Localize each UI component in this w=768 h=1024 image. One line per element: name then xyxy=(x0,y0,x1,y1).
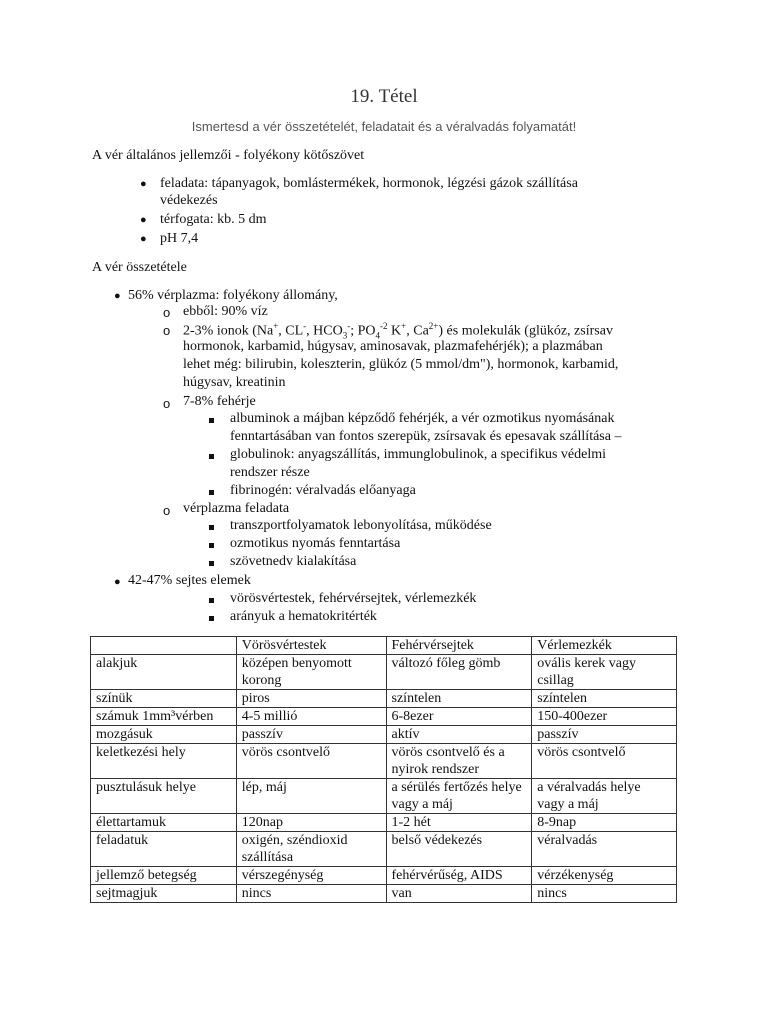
table-header-row xyxy=(91,637,677,655)
table-cell: középen benyomott korong xyxy=(236,655,386,690)
list-item: védekezés xyxy=(160,193,218,208)
table-cell: vérszegénység xyxy=(236,867,386,885)
table-cell: jellemző betegség xyxy=(91,867,237,885)
table-cell: vörös csontvelő és a nyirok rendszer xyxy=(386,744,532,779)
table-cell: pusztulásuk helye xyxy=(91,779,237,814)
bullet-icon: ● xyxy=(114,576,121,588)
table-cell: piros xyxy=(236,690,386,708)
list-item-protein: 7-8% fehérje xyxy=(183,394,256,409)
table-row xyxy=(91,708,677,726)
square-bullet-icon xyxy=(209,543,214,548)
table-cell: feladatuk xyxy=(91,832,237,867)
list-item: térfogata: kb. 5 dm xyxy=(160,212,267,227)
table-row xyxy=(91,832,677,867)
table-row xyxy=(91,885,677,903)
table-cell: passzív xyxy=(532,726,677,744)
circle-bullet-icon: o xyxy=(163,323,171,338)
table-cell: van xyxy=(386,885,532,903)
bullet-icon: ● xyxy=(114,290,121,302)
blood-cells-table xyxy=(90,636,677,903)
table-cell: élettartamuk xyxy=(91,814,237,832)
square-bullet-icon xyxy=(209,418,214,423)
table-cell: sejtmagjuk xyxy=(91,885,237,903)
list-item: feladata: tápanyagok, bomlástermékek, hormonok, légzési gázok szállítása xyxy=(160,176,578,191)
list-item-plasma: 56% vérplazma: folyékony állomány, xyxy=(128,288,338,303)
table-cell: 4-5 millió xyxy=(236,708,386,726)
table-row xyxy=(91,655,677,690)
bullet-icon: ● xyxy=(140,178,147,190)
table-header-cell: Vörösvértestek xyxy=(236,637,386,655)
list-item-task: transzportfolyamatok lebonyolítása, működése xyxy=(230,518,492,533)
table-row xyxy=(91,779,677,814)
table-cell: mozgásuk xyxy=(91,726,237,744)
table-cell: aktív xyxy=(386,726,532,744)
table-header-cell: Fehérvérsejtek xyxy=(386,637,532,655)
list-item-globulin: globulinok: anyagszállítás, immunglobulinok, a specifikus védelmi xyxy=(230,447,606,462)
table-cell: vérzékenység xyxy=(532,867,677,885)
table-cell: 150-400ezer xyxy=(532,708,677,726)
list-item-cell: vörösvértestek, fehérvérsejtek, vérlemezkék xyxy=(230,591,477,606)
list-item-cell: arányuk a hematokritérték xyxy=(230,609,377,624)
table-header-cell: Vérlemezkék xyxy=(532,637,677,655)
table-cell: alakjuk xyxy=(91,655,237,690)
list-item-albumin: albuminok a májban képződő fehérjék, a vér ozmotikus nyomásának xyxy=(230,411,615,426)
table-cell: vörös csontvelő xyxy=(532,744,677,779)
section-heading-composition: A vér összetétele xyxy=(92,260,187,275)
circle-bullet-icon: o xyxy=(163,396,171,411)
square-bullet-icon xyxy=(209,454,214,459)
square-bullet-icon xyxy=(209,598,214,603)
table-row xyxy=(91,867,677,885)
square-bullet-icon xyxy=(209,490,214,495)
square-bullet-icon xyxy=(209,525,214,530)
table-cell: véralvadás xyxy=(532,832,677,867)
table-cell: oxigén, széndioxid szállítása xyxy=(236,832,386,867)
page-subtitle: Ismertesd a vér összetételét, feladatait és a véralvadás folyamatát! xyxy=(191,119,577,134)
list-item-ions-line: hormonok, karbamid, húgysav, aminosavak, plazmafehérjék); a plazmában xyxy=(183,339,603,354)
table-cell: passzív xyxy=(236,726,386,744)
table-cell: ovális kerek vagy csillag xyxy=(532,655,677,690)
section-heading-general: A vér általános jellemzői - folyékony kötőszövet xyxy=(92,148,365,163)
table-cell: vörös csontvelő xyxy=(236,744,386,779)
square-bullet-icon xyxy=(209,561,214,566)
list-item: pH 7,4 xyxy=(160,231,199,246)
table-cell: 120nap xyxy=(236,814,386,832)
table-cell: 1-2 hét xyxy=(386,814,532,832)
table-cell: fehérvérűség, AIDS xyxy=(386,867,532,885)
list-item-ions-line: lehet még: bilirubin, koleszterin, glükóz (5 mmol/dm"), hormonok, karbamid, xyxy=(183,357,619,372)
list-item-plasma-task: vérplazma feladata xyxy=(183,501,290,516)
table-row xyxy=(91,814,677,832)
table-header-cell xyxy=(91,637,237,655)
table-cell: nincs xyxy=(236,885,386,903)
list-item-globulin-line: rendszer része xyxy=(230,465,310,480)
list-item-fibrinogen: fibrinogén: véralvadás előanyaga xyxy=(230,483,416,498)
list-item-cells: 42-47% sejtes elemek xyxy=(128,573,251,588)
list-item-water: ebből: 90% víz xyxy=(183,304,268,319)
table-cell: a sérülés fertőzés helye vagy a máj xyxy=(386,779,532,814)
table-row xyxy=(91,744,677,779)
table-cell: színtelen xyxy=(532,690,677,708)
table-cell: színük xyxy=(91,690,237,708)
list-item-task: szövetnedv kialakítása xyxy=(230,554,357,569)
bullet-icon: ● xyxy=(140,233,147,245)
square-bullet-icon xyxy=(209,616,214,621)
table-cell: színtelen xyxy=(386,690,532,708)
table-cell: változó főleg gömb xyxy=(386,655,532,690)
page-title: 19. Tétel xyxy=(350,86,418,107)
list-item-ions: 2-3% ionok (Na+, CL-, $HCO_3^-$; $PO_4^{-2}$ K+, $Ca^{2+}$) és molekulák (glükóz, zsírsav xyxy=(183,321,613,341)
circle-bullet-icon: o xyxy=(163,305,171,320)
list-item-ions-line: húgysav, kreatinin xyxy=(183,375,286,390)
list-item-albumin-line: fenntartásában van fontos szerepük, zsírsavak és epesavak szállítása – xyxy=(230,429,622,444)
table-cell: nincs xyxy=(532,885,677,903)
table-cell: belső védekezés xyxy=(386,832,532,867)
table-row xyxy=(91,726,677,744)
table-cell: számuk 1mm³vérben xyxy=(91,708,237,726)
table-cell: a véralvadás helye vagy a máj xyxy=(532,779,677,814)
list-item-task: ozmotikus nyomás fenntartása xyxy=(230,536,401,551)
table-row xyxy=(91,690,677,708)
table-cell: lép, máj xyxy=(236,779,386,814)
bullet-icon: ● xyxy=(140,214,147,226)
table-cell: 6-8ezer xyxy=(386,708,532,726)
circle-bullet-icon: o xyxy=(163,503,171,518)
table-cell: keletkezési hely xyxy=(91,744,237,779)
table-cell: 8-9nap xyxy=(532,814,677,832)
